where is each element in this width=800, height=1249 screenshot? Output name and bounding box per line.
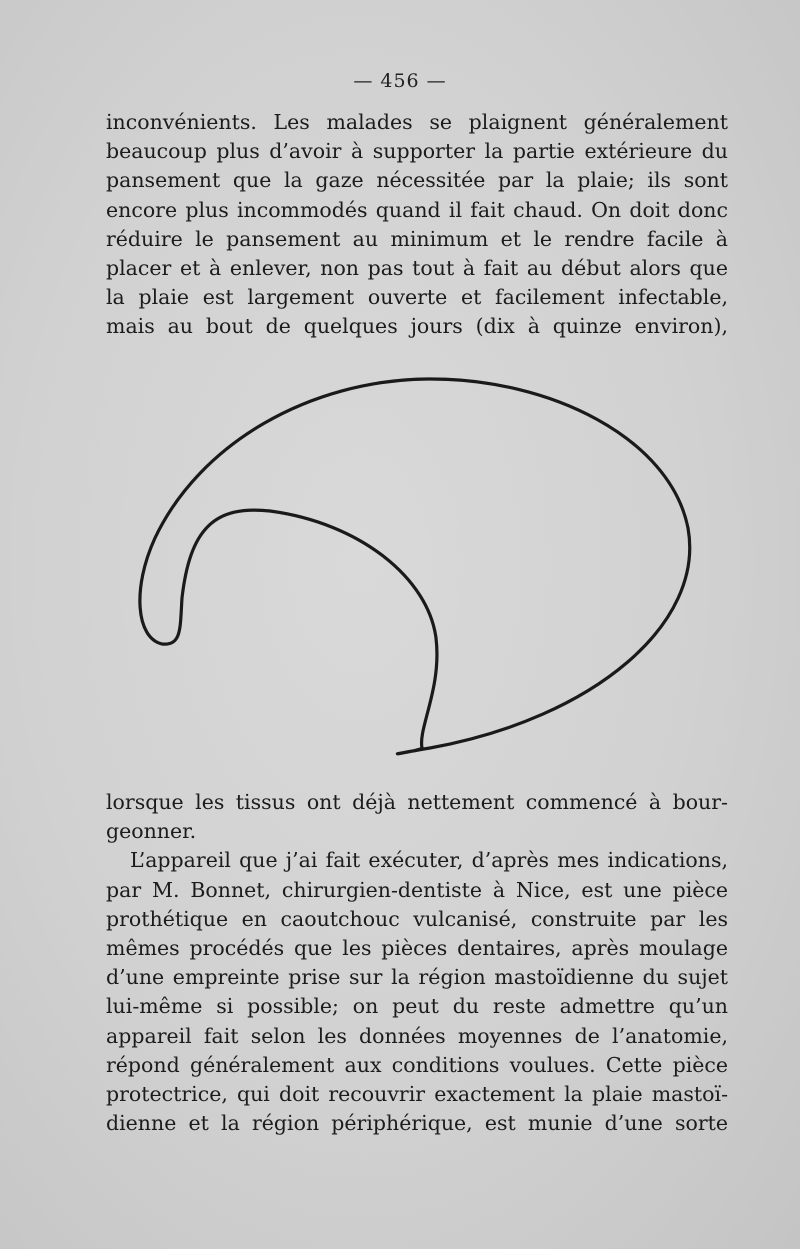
- page-number: — 456 —: [353, 70, 447, 92]
- top-paragraph: [106, 108, 728, 342]
- prosthetic-outline-icon: [130, 368, 700, 763]
- text-line: mêmes procédés que les pièces dentaires, après moulage: [106, 935, 728, 960]
- text-line: pansement que la gaze nécessitée par la plaie; ils sont: [106, 168, 728, 193]
- text-line: lorsque les tissus ont déjà nettement commencé à bour-: [106, 790, 728, 814]
- text-line: dienne et la région périphérique, est munie d’une sorte: [106, 1111, 728, 1136]
- text-line: geonner.: [106, 819, 197, 844]
- text-line: L’appareil que j’ai fait exécuter, d’après mes indications,: [130, 848, 728, 873]
- text-line: inconvénients. Les malades se plaignent généralement: [106, 110, 728, 134]
- prosthetic-outline-figure: [130, 368, 700, 763]
- text-line: d’une empreinte prise sur la région mastoïdienne du sujet: [106, 965, 728, 990]
- text-line: encore plus incommodés quand il fait chaud. On doit donc: [106, 197, 728, 222]
- text-line: répond généralement aux conditions voulues. Cette pièce: [106, 1052, 728, 1077]
- text-line: beaucoup plus d’avoir à supporter la partie extérieure du: [106, 139, 728, 164]
- text-line: lui-même si possible; on peut du reste admettre qu’un: [106, 994, 728, 1019]
- text-line: appareil fait selon les données moyennes de l’anatomie,: [106, 1023, 728, 1048]
- text-line: placer et à enlever, non pas tout à fait au début alors que: [106, 255, 728, 280]
- text-line: la plaie est largement ouverte et facilement infectable,: [106, 285, 728, 310]
- text-line: prothétique en caoutchouc vulcanisé, construite par les: [106, 906, 728, 931]
- text-line: mais au bout de quelques jours (dix à quinze environ),: [106, 314, 728, 339]
- text-line: protectrice, qui doit recouvrir exactement la plaie mastoï-: [106, 1081, 728, 1106]
- bottom-text: [106, 788, 728, 1138]
- text-line: par M. Bonnet, chirurgien-dentiste à Nice, est une pièce: [106, 877, 728, 902]
- text-line: réduire le pansement au minimum et le rendre facile à: [106, 226, 728, 251]
